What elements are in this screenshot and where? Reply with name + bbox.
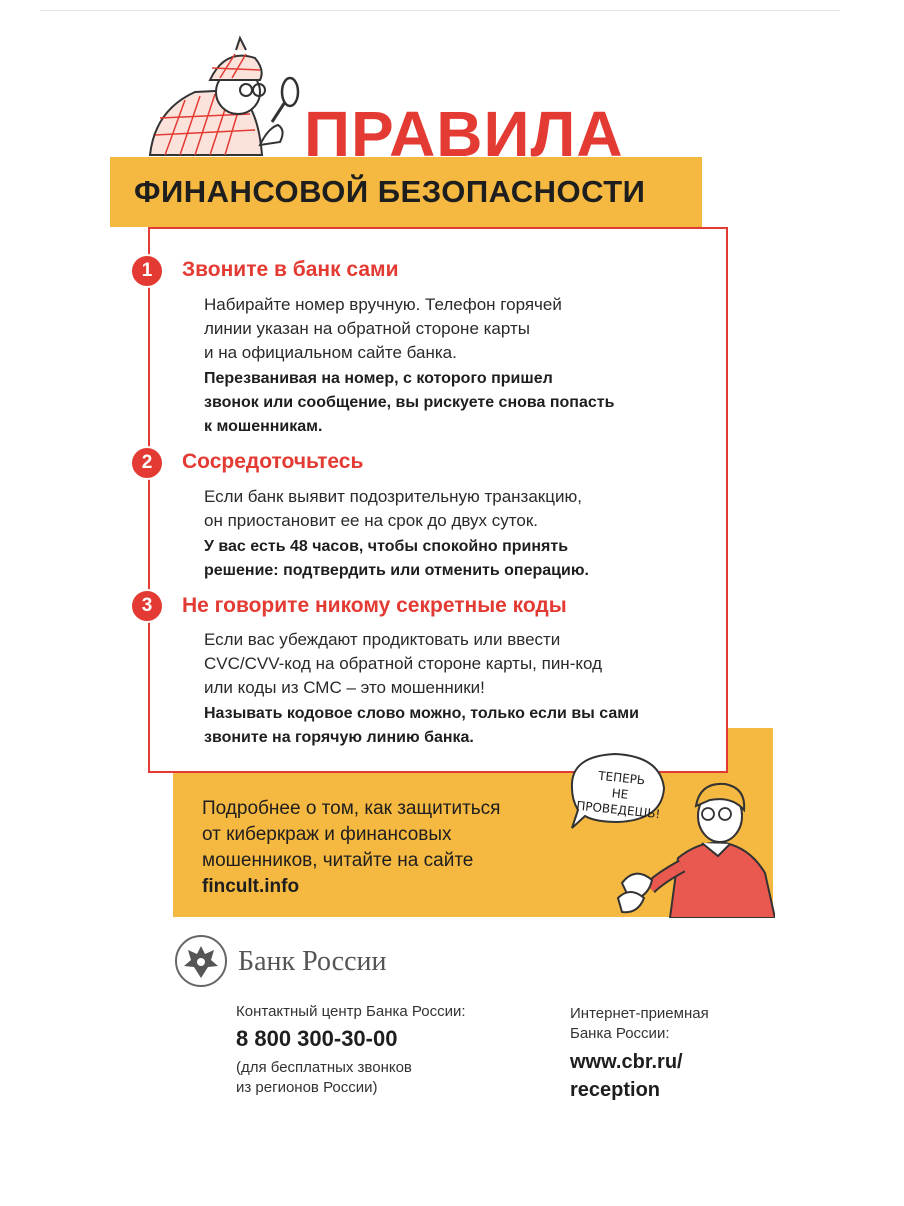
rule-warning: У вас есть 48 часов, чтобы спокойно принять решение: подтвердить или отменить операцию. — [204, 538, 589, 579]
contact-phone[interactable]: 8 800 300-30-00 — [236, 1026, 398, 1051]
bank-of-russia-emblem-icon — [174, 934, 228, 988]
rule-text: Если банк выявит подозрительную транзакцию, он приостановит ее на срок до двух суток. — [204, 487, 582, 530]
contact-note: (для бесплатных звонков из регионов России) — [236, 1059, 412, 1096]
speech-bubble-text: ТЕПЕРЬ НЕ ПРОВЕДЕШЬ! — [575, 768, 662, 822]
bank-name: Банк России — [238, 946, 387, 977]
rule-text: Набирайте номер вручную. Телефон горячей линии указан на обратной стороне карты и на официальном сайте банка. — [204, 295, 562, 362]
rule-number-badge: 3 — [130, 589, 164, 623]
rule-warning: Называть кодовое слово можно, только если вы сами звоните на горячую линию банка. — [204, 705, 639, 746]
reception-link[interactable]: www.cbr.ru/ reception — [570, 1051, 683, 1101]
contact-center-label: Контактный центр Банка России: — [236, 1003, 466, 1020]
rule-heading: Сосредоточьтесь — [182, 450, 364, 473]
rule-number-badge: 1 — [130, 254, 164, 288]
rule-heading: Звоните в банк сами — [182, 258, 399, 281]
reception-label: Интернет-приемная Банка России: — [570, 1005, 709, 1042]
scan-edge-line — [40, 10, 840, 11]
detective-illustration — [140, 30, 310, 160]
rule-warning: Перезванивая на номер, с которого пришел звонок или сообщение, вы рискуете снова попасть к мошенникам. — [204, 370, 615, 435]
info-text: Подробнее о том, как защититься от киберкраж и финансовых мошенников, читайте на сайте fincult.info — [202, 796, 572, 900]
page-subtitle: ФИНАНСОВОЙ БЕЗОПАСНОСТИ — [134, 174, 646, 209]
rule-text: Если вас убеждают продиктовать или ввести CVC/CVV-код на обратной стороне карты, пин-код или коды из СМС – это мошенники! — [204, 630, 602, 697]
rule-number-badge: 2 — [130, 446, 164, 480]
rule-heading: Не говорите никому секретные коды — [182, 594, 567, 617]
page-title: ПРАВИЛА — [304, 98, 624, 170]
fincult-link[interactable]: fincult.info — [202, 876, 300, 897]
